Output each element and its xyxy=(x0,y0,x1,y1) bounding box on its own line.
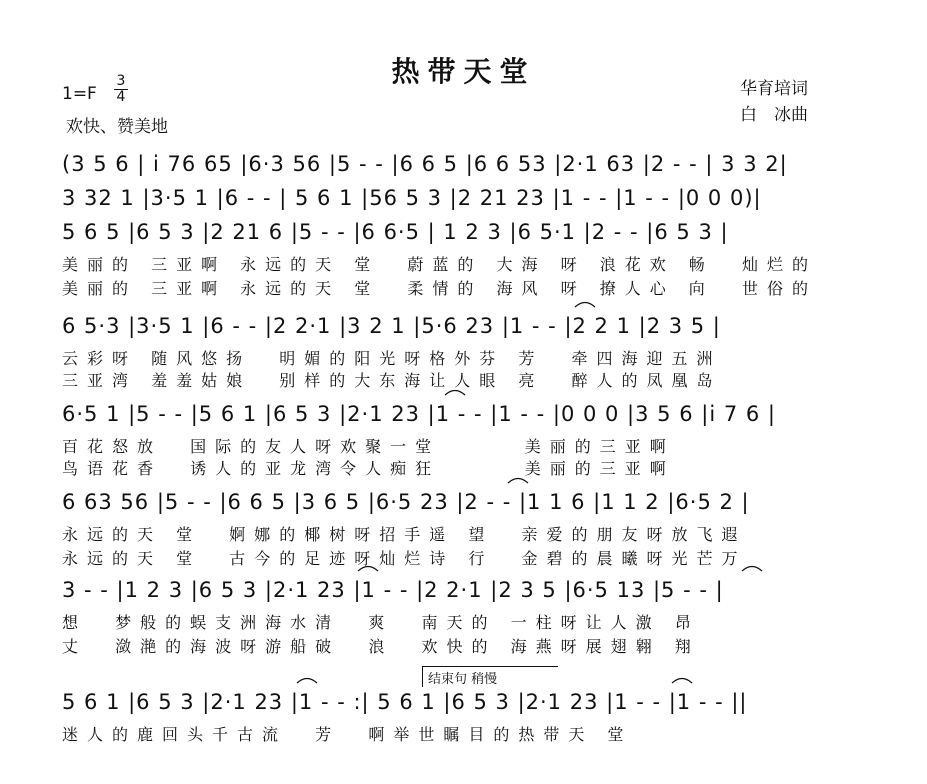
slur-mark xyxy=(358,567,378,572)
lyric-row-6a: 永远的天 堂 婀娜的椰树呀招手遥 望 亲爱的朋友呀放飞遐 xyxy=(62,525,747,544)
notation-row-4: 6 5·3 |3·5 1 |6 - - |2 2·1 |3 2 1 |5·6 23 |1 - - |2 2 1 |2 3 5 | xyxy=(62,314,721,338)
lyric-row-7a: 想 梦般的蜈支洲海水清 爽 南天的 一柱呀让人激 昂 xyxy=(62,613,700,632)
lyric-row-4b: 三亚湾 羞羞姑娘 别样的大东海让人眼 亮 醉人的凤凰岛 xyxy=(62,371,722,390)
notation-row-3: 5 6 5 |6 5 3 |2 21 6 |5 - - |6 6·5 | 1 2 3 |6 5·1 |2 - - |6 5 3 | xyxy=(62,220,729,244)
tempo-marking: 欢快、赞美地 xyxy=(66,117,168,137)
notation-row-5: 6·5 1 |5 - - |5 6 1 |6 5 3 |2·1 23 |1 - - |1 - - |0 0 0 |3 5 6 |i 7 6 | xyxy=(62,402,776,426)
time-bottom: 4 xyxy=(116,89,126,105)
notation-row-6: 6 63 56 |5 - - |6 6 5 |3 6 5 |6·5 23 |2 - - |1 1 6 |1 1 2 |6·5 2 | xyxy=(62,490,750,514)
notation-row-8: 5 6 1 |6 5 3 |2·1 23 |1 - - :| 5 6 1 |6 5 3 |2·1 23 |1 - - |1 - - || xyxy=(62,690,748,714)
slur-mark xyxy=(508,479,528,484)
notation-row-2: 3 32 1 |3·5 1 |6 - - | 5 6 1 |56 5 3 |2 21 23 |1 - - |1 - - |0 0 0)| xyxy=(62,186,762,210)
slur-mark xyxy=(672,679,692,684)
lyric-row-5b: 鸟语花香 诱人的亚龙湾令人痴狂 美丽的三亚啊 xyxy=(62,459,675,478)
lyric-row-3a: 美丽的 三亚啊 永远的天 堂 蔚蓝的 大海 呀 浪花欢 畅 灿烂的 xyxy=(62,255,817,274)
lyric-row-5a: 百花怒放 国际的友人呀欢聚一堂 美丽的三亚啊 xyxy=(62,437,675,456)
song-title: 热带天堂 xyxy=(391,55,536,88)
notation-row-7: 3 - - |1 2 3 |6 5 3 |2·1 23 |1 - - |2 2·1 |2 3 5 |6·5 13 |5 - - | xyxy=(62,578,724,602)
slur-mark xyxy=(742,567,762,572)
lyric-row-7b: 丈 潋滟的海波呀游船破 浪 欢快的 海燕呀展翅翱 翔 xyxy=(62,637,700,656)
key-signature: 1=F xyxy=(62,84,97,104)
time-top: 3 xyxy=(114,74,128,90)
lyric-row-8a: 迷人的鹿回头千古流 芳 啊举世瞩目的热带天 堂 xyxy=(62,725,633,744)
slur-mark xyxy=(297,679,317,684)
slur-mark xyxy=(575,303,595,308)
lyricist-credit: 华育培词 xyxy=(740,79,808,99)
lyric-row-3b: 美丽的 三亚啊 永远的天 堂 柔情的 海风 呀 撩人心 向 世俗的 xyxy=(62,279,817,298)
lyric-row-6b: 永远的天 堂 古今的足迹呀灿烂诗 行 金碧的晨曦呀光芒万 xyxy=(62,549,747,568)
ending-label: 结束句 稍慢 xyxy=(428,672,498,687)
composer-credit: 白 冰曲 xyxy=(740,105,808,125)
lyric-row-4a: 云彩呀 随风悠扬 明媚的阳光呀格外芬 芳 牵四海迎五洲 xyxy=(62,349,722,368)
notation-row-1: (3 5 6 | i 76 65 |6·3 56 |5 - - |6 6 5 |6 6 53 |2·1 63 |2 - - | 3 3 2| xyxy=(62,152,788,176)
slur-mark xyxy=(445,391,465,396)
